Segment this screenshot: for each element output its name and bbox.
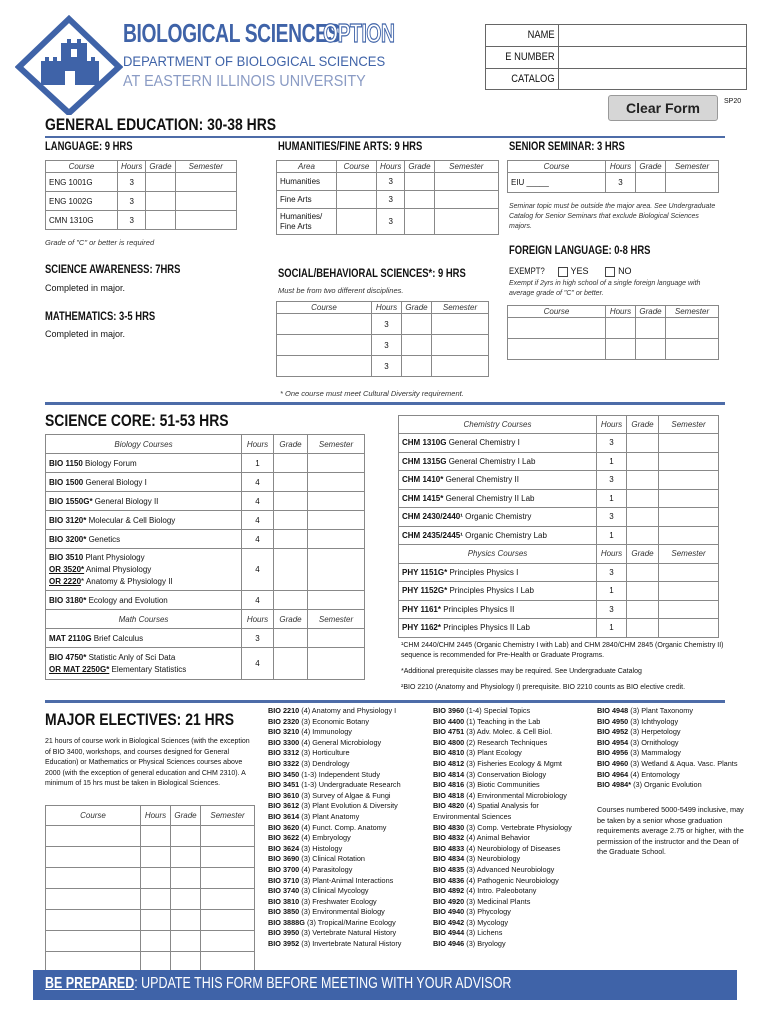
language-table: Course Hours Grade Semester ENG 1001G 3 ENG 1002G 3 CMN 1310G 3 [45, 160, 237, 230]
social-footnote: * One course must meet Cultural Diversity requirement. [280, 389, 464, 398]
elective-course-item: BIO 4952 (3) Herpetology [597, 727, 681, 737]
elective-course-item: BIO 3451 (1-3) Undergraduate Research [268, 780, 401, 790]
elective-course-item: BIO 4954 (3) Ornithology [597, 737, 679, 747]
semester-cell[interactable] [175, 211, 236, 230]
elective-course-item: BIO 2320 (3) Economic Botany [268, 716, 369, 726]
elective-course-item: BIO 4814 (3) Conservation Biology [433, 769, 547, 779]
title-option: OPTION [323, 18, 395, 48]
elective-course-cell[interactable] [46, 910, 141, 931]
name-input[interactable] [558, 25, 746, 46]
senior-table: Course Hours Grade Semester EIU _____ 3 [507, 160, 719, 193]
elective-course-item: BIO 3810 (3) Freshwater Ecology [268, 896, 377, 906]
exempt-yes-checkbox[interactable] [558, 267, 568, 277]
course-cell[interactable] [337, 191, 377, 209]
elective-course-cell[interactable] [46, 847, 141, 868]
elective-course-item: BIO 4942 (3) Mycology [433, 917, 509, 927]
elective-course-item: BIO 3322 (3) Dendrology [268, 758, 350, 768]
chem-note: ¹CHM 2440/CHM 2445 (Organic Chemistry I with Lab) and CHM 2840/CHM 2845 (Organic Chemistry II) sequence is recommended for Pre-Health or Graduate Programs. [401, 642, 724, 659]
elective-course-item: BIO 3690 (3) Clinical Rotation [268, 854, 365, 864]
course-cell[interactable] [337, 209, 377, 235]
elective-course-item: BIO 4835 (3) Advanced Neurobiology [433, 864, 555, 874]
science-awareness-title: SCIENCE AWARENESS: 7HRS [45, 264, 181, 276]
electives-table: Course Hours Grade Semester [45, 805, 255, 973]
social-table: Course Hours Grade Semester 3 3 3 [276, 301, 489, 377]
humanities-title: HUMANITIES/FINE ARTS: 9 HRS [278, 141, 423, 153]
elective-course-item: BIO 4816 (3) Biotic Communities [433, 780, 540, 790]
castle-logo-icon [15, 15, 123, 115]
course-cell[interactable] [508, 339, 606, 360]
exempt-row: EXEMPT? YES NO [509, 266, 632, 276]
social-note: Must be from two different disciplines. [278, 286, 404, 295]
language-title: LANGUAGE: 9 HRS [45, 141, 133, 153]
elective-course-item: BIO 3612 (3) Plant Evolution & Diversity [268, 801, 398, 811]
version-label: SP20 [724, 98, 742, 105]
elective-course-item: BIO 3624 (3) Histology [268, 843, 343, 853]
elective-course-item: BIO 4960 (3) Wetland & Aqua. Vasc. Plants [597, 758, 738, 768]
general-education-title: GENERAL EDUCATION: 30-38 HRS [45, 115, 277, 134]
semester-cell[interactable] [175, 192, 236, 211]
grade-cell[interactable] [146, 173, 175, 192]
science-core-title: SCIENCE CORE: 51-53 HRS [45, 411, 229, 430]
course-cell[interactable] [337, 173, 377, 191]
elective-course-item: BIO 4800 (2) Research Techniques [433, 737, 548, 747]
elective-course-item: BIO 3312 (3) Horticulture [268, 748, 350, 758]
elective-course-item: BIO 3740 (3) Clinical Mycology [268, 886, 369, 896]
elective-course-item: BIO 3888G (3) Tropical/Marine Ecology [268, 917, 396, 927]
exempt-no-checkbox[interactable] [605, 267, 615, 277]
elective-course-item: BIO 3620 (4) Funct. Comp. Anatomy [268, 822, 387, 832]
foreign-language-title: FOREIGN LANGUAGE: 0-8 HRS [509, 245, 651, 257]
course-cell[interactable] [508, 318, 606, 339]
elective-course-item: BIO 4751 (3) Adv. Molec. & Cell Biol. [433, 727, 553, 737]
elective-course-item: BIO 3710 (3) Plant-Animal Interactions [268, 875, 394, 885]
elective-course-item: BIO 3622 (4) Embryology [268, 833, 351, 843]
elective-course-item: BIO 4810 (3) Plant Ecology [433, 748, 522, 758]
foreign-note: Exempt if 2yrs in high school of a single foreign language with average grade of "C" or better. [509, 280, 701, 297]
elective-course-cell[interactable] [46, 826, 141, 847]
university-name: AT EASTERN ILLINOIS UNIVERSITY [123, 73, 366, 90]
elective-list-col1 [268, 706, 401, 950]
anatomy-note: ²BIO 2210 (Anatomy and Physiology I) prerequisite. BIO 2210 counts as BIO elective credit. [401, 684, 686, 691]
mathematics-note: Completed in major. [45, 329, 126, 339]
student-info-fields [485, 24, 747, 90]
elective-course-item: BIO 4892 (4) Intro. Paleobotany [433, 886, 537, 896]
elective-course-item: BIO 4946 (3) Bryology [433, 939, 506, 949]
elective-course-item: BIO 4940 (3) Phycology [433, 907, 511, 917]
senior-note: Seminar topic must be outside the major area. See Undergraduate Catalog for Senior Seminars that exclude Biological Sciences majors. [509, 203, 716, 230]
elective-list-col2 [433, 706, 572, 950]
clear-form-button[interactable]: Clear Form [608, 95, 718, 121]
elective-course-item: BIO 4832 (4) Animal Behavior [433, 833, 530, 843]
course-cell[interactable] [277, 335, 372, 356]
elective-course-item: BIO 3952 (3) Invertebrate Natural History [268, 939, 402, 949]
name-label: NAME [527, 29, 555, 41]
mathematics-title: MATHEMATICS: 3-5 HRS [45, 311, 156, 323]
graduate-course-note: Courses numbered 5000-5499 inclusive, may be taken by a senior whose graduation requirements average 2.75 or higher, with the permission of the instructor and the Dean of the Graduate School. [597, 805, 744, 857]
biology-core-table: Biology Courses Hours Grade Semester BIO 1150 Biology Forum 1 BIO 1500 General Biology I 4 BIO 1550G* General Biology II 4 BIO 3120* Molecular & Cell Biology 4 BIO 3200* Genetics 4 BIO 3510 Plant Physiology OR 3520* Animal Physiology OR 2220* Anatomy & Physiology II 4 BIO 3180* Ecology and Evolution 4 Math Courses Hours Grade Semester MAT 2110G Brief Calculus 3 BIO 4750* Statistic Anly of Sci Data OR MAT 2250G* Elementary Statistics 4 [45, 434, 365, 680]
elective-course-item: BIO 4820 (4) Spatial Analysis for [433, 801, 539, 811]
elective-course-item: BIO 4984* (3) Organic Evolution [597, 780, 702, 790]
elective-course-item: BIO 4944 (3) Lichens [433, 928, 503, 938]
major-electives-title: MAJOR ELECTIVES: 21 HRS [45, 710, 235, 729]
elective-course-item: BIO 4834 (3) Neurobiology [433, 854, 521, 864]
elective-course-item: BIO 4836 (4) Pathogenic Neurobiology [433, 875, 559, 885]
elective-course-item: BIO 3950 (3) Vertebrate Natural History [268, 928, 397, 938]
enumber-label: E NUMBER [505, 51, 555, 63]
elective-course-item: BIO 3700 (4) Parasitology [268, 864, 353, 874]
social-title: SOCIAL/BEHAVIORAL SCIENCES*: 9 HRS [278, 268, 466, 280]
elective-course-item: BIO 4920 (3) Medicinal Plants [433, 896, 531, 906]
science-awareness-note: Completed in major. [45, 283, 126, 293]
elective-course-item: BIO 4950 (3) Ichthyology [597, 716, 679, 726]
elective-course-item: BIO 4812 (3) Fisheries Ecology & Mgmt [433, 758, 562, 768]
footer-text: BE PREPARED: UPDATE THIS FORM BEFORE MEETING WITH YOUR ADVISOR [45, 975, 512, 992]
elective-course-item: BIO 2210 (4) Anatomy and Physiology I [268, 706, 397, 715]
elective-list-col3 [597, 706, 737, 791]
foreign-table: Course Hours Grade Semester [507, 305, 719, 360]
electives-description: 21 hours of course work in Biological Sciences (with the exception of BIO 3400, workshops, and courses designed for General Education) or Mathematics or Physical Sciences courses above 2000 (with the exception of general education and CHM 2310). A minimum of 15 hrs must be taken in Biological Sciences. [45, 738, 250, 787]
language-note: Grade of "C" or better is required [45, 238, 155, 247]
senior-seminar-title: SENIOR SEMINAR: 3 HRS [509, 141, 625, 153]
elective-course-cell[interactable] [46, 931, 141, 952]
grade-cell[interactable] [146, 192, 175, 211]
humanities-table: Area Course Hours Grade Semester Humanities 3 Fine Arts 3 Humanities/ Fine Arts 3 [276, 160, 499, 235]
grade-cell[interactable] [146, 211, 175, 230]
prereq-note: *Additional prerequisite classes may be required. See Undergraduate Catalog [401, 668, 642, 675]
elective-course-item: BIO 4400 (1) Teaching in the Lab [433, 716, 541, 726]
enumber-input[interactable] [558, 47, 746, 68]
elective-course-cell[interactable] [46, 868, 141, 889]
elective-course-item: BIO 3960 (1-4) Special Topics [433, 706, 531, 715]
department-name: DEPARTMENT OF BIOLOGICAL SCIENCES [123, 53, 386, 69]
elective-course-item: BIO 3610 (3) Survey of Algae & Fungi [268, 790, 391, 800]
form-title: BIOLOGICAL SCIENCES [123, 18, 341, 48]
elective-course-item: BIO 4948 (3) Plant Taxonomy [597, 706, 693, 715]
elective-course-item: BIO 3450 (1-3) Independent Study [268, 769, 380, 779]
elective-course-item: BIO 4818 (4) Environmental Microbiology [433, 790, 567, 800]
catalog-input[interactable] [558, 69, 746, 89]
elective-course-item: BIO 3300 (4) General Microbiology [268, 737, 382, 747]
elective-course-item: BIO 4830 (3) Comp. Vertebrate Physiology [433, 822, 572, 832]
course-cell[interactable] [277, 356, 372, 377]
elective-course-item: BIO 3210 (4) Immunology [268, 727, 352, 737]
elective-course-item: Environmental Sciences [433, 811, 512, 821]
semester-cell[interactable] [175, 173, 236, 192]
elective-course-item: BIO 4833 (4) Neurobiology of Diseases [433, 843, 561, 853]
elective-course-item: BIO 3614 (3) Plant Anatomy [268, 811, 360, 821]
elective-course-item: BIO 4964 (4) Entomology [597, 769, 680, 779]
elective-course-item: BIO 3850 (3) Environmental Biology [268, 907, 385, 917]
elective-course-cell[interactable] [46, 889, 141, 910]
course-cell[interactable] [277, 314, 372, 335]
catalog-label: CATALOG [511, 73, 555, 85]
chem-phys-table: Chemistry Courses Hours Grade Semester CHM 1310G General Chemistry I 3 CHM 1315G General Chemistry I Lab 1 CHM 1410* General Chemistry II 3 CHM 1415* General Chemistry II Lab 1 CHM 2430/2440¹ Organic Chemistry 3 CHM 2435/2445¹ Organic Chemistry Lab 1 Physics Courses Hours Grade Semester PHY 1151G* Principles Physics I 3 PHY 1152G* Principles Physics I Lab 1 PHY 1161* Principles Physics II 3 PHY 1162* Principles Physics II Lab 1 [398, 415, 719, 638]
elective-course-item: BIO 4956 (3) Mammalogy [597, 748, 681, 758]
